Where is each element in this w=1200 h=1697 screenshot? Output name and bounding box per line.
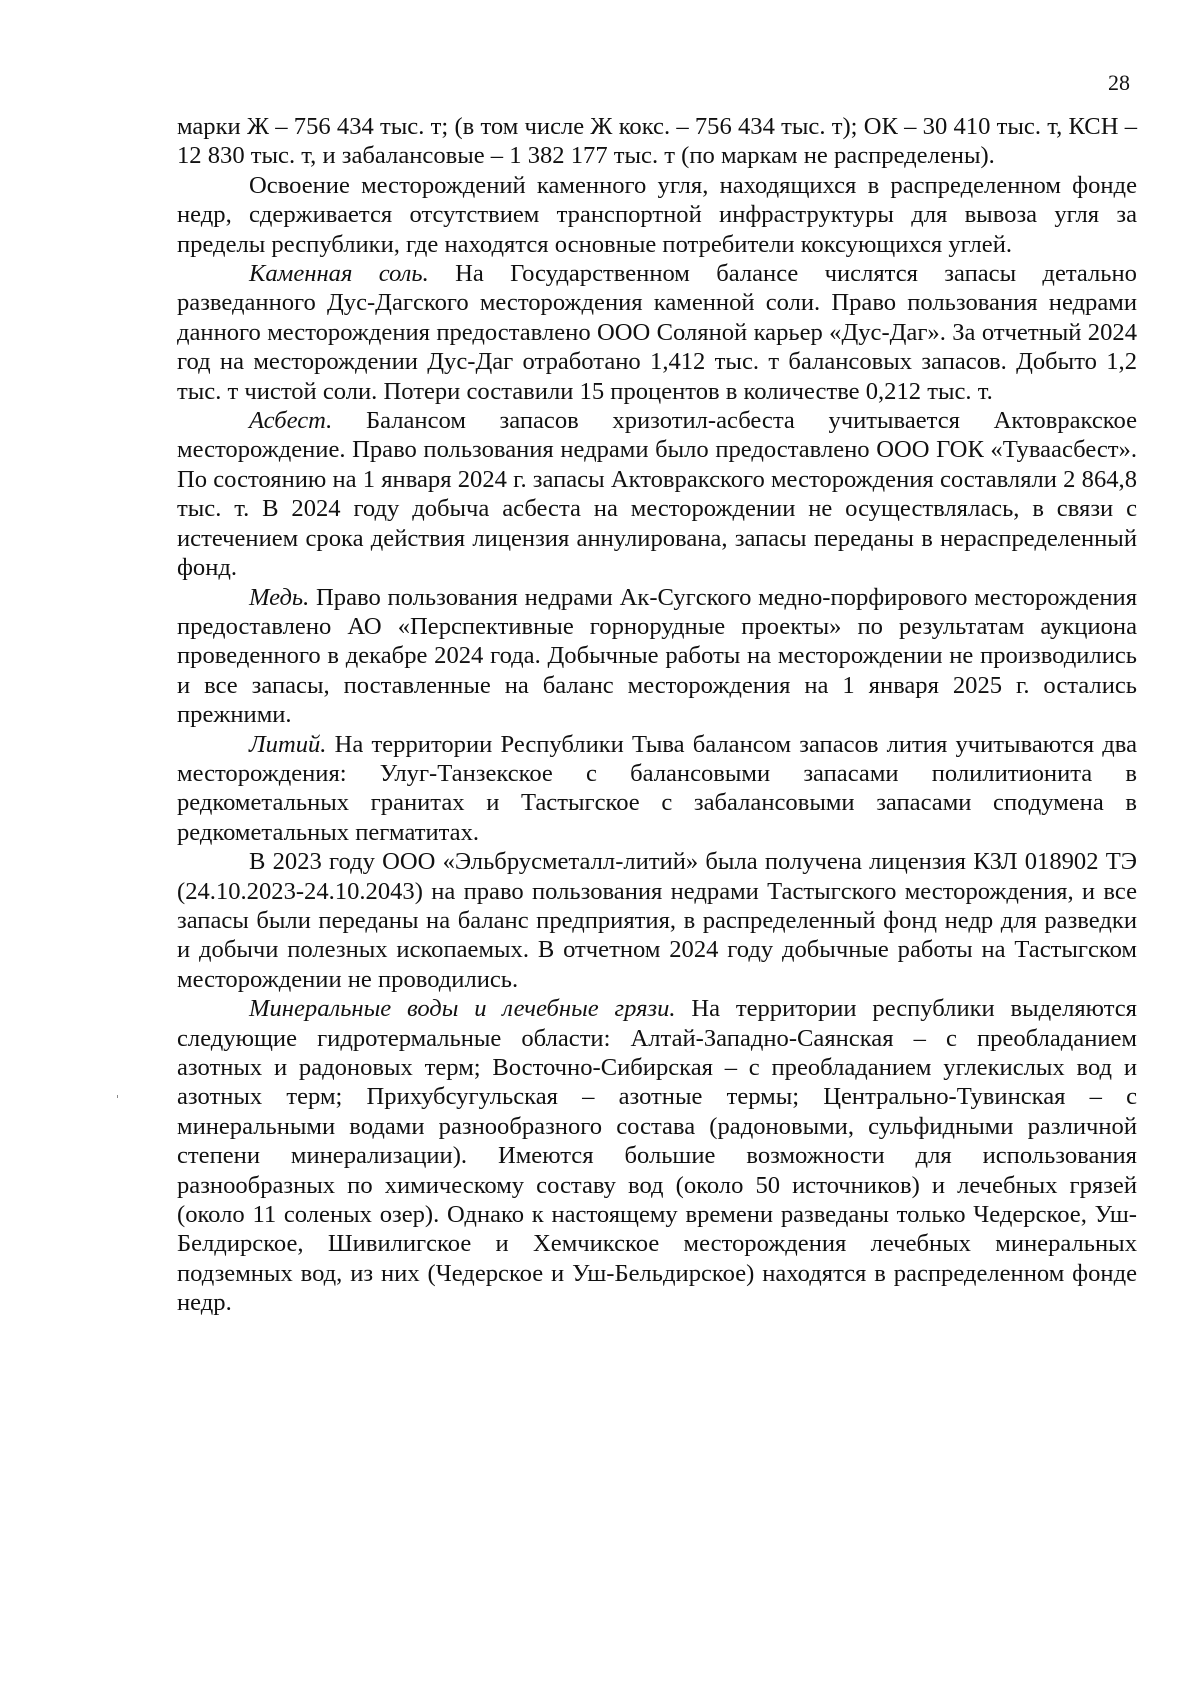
paragraph-asbestos [177, 406, 1137, 582]
paragraph-copper [177, 583, 1137, 730]
paragraph-text: В 2023 году ООО «Эльбрусметалл-литий» была получена лицензия КЗЛ 018902 ТЭ (24.10.2023-24.10.2043) на право пользования недрами Тастыгского месторождения, и все запасы были переданы на баланс предприятия, в распределенный фонд недр для разведки и добычи полезных ископаемых. В отчетном 2024 году добычные работы на Тастыгском месторождении не проводились. [177, 848, 1137, 993]
paragraph-text: Освоение месторождений каменного угля, находящихся в распределенном фонде недр, сдерживается отсутствием транспортной инфраструктуры для вывоза угля за пределы республики, где находятся основные потребители коксующихся углей. [177, 171, 1137, 258]
paragraph-lithium-license [177, 847, 1137, 994]
paragraph-text: Балансом запасов хризотил-асбеста учитывается Актовракское месторождение. Право пользования недрами было предоставлено ООО ГОК «Туваасбест». По состоянию на 1 января 2024 г. запасы Актовракского месторождения составляли 2 864,8 тыс. т. В 2024 году добыча асбеста на месторождении не осуществлялась, в связи с истечением срока действия лицензия аннулирована, запасы переданы в нераспределенный фонд. [177, 407, 1137, 582]
paragraph-text: На территории республики выделяются следующие гидротермальные области: Алтай-Западно-Саянская – с преобладанием азотных и радоновых терм; Восточно-Сибирская – с преобладанием углекислых вод и азотных терм; Прихубсугульская – азотные термы; Центрально-Тувинская – с минеральными водами разнообразного состава (радоновыми, сульфидными различной степени минерализации). Имеются большие возможности для использования разнообразных по химическому составу вод (около 50 источников) и лечебных грязей (около 11 соленых озер). Однако к настоящему времени разведаны только Чедерское, Уш-Белдирское, Шивилигское и Хемчикское месторождения лечебных минеральных подземных вод, из них (Чедерское и Уш-Бельдирское) находятся в распределенном фонде недр. [177, 995, 1137, 1317]
paragraph-lead: Минеральные воды и лечебные грязи. [249, 995, 676, 1023]
paragraph-text: Право пользования недрами Ак-Сугского медно-порфирового месторождения предоставлено АО «Перспективные горнорудные проекты» по результатам аукциона проведенного в декабре 2024 года. Добычные работы на месторождении не производились и все запасы, поставленные на баланс месторождения на 1 января 2025 г. остались прежними. [177, 583, 1137, 729]
margin-dot [117, 1095, 118, 1098]
paragraph-text: На территории Республики Тыва балансом запасов лития учитываются два месторождения: Улуг-Танзекское с балансовыми запасами полилитионита в редкометальных гранитах и Тастыгское с забалансовыми запасами сподумена в редкометальных пегматитах. [177, 730, 1137, 846]
paragraph-text: На Государственном балансе числятся запасы детально разведанного Дус-Дагского месторождения каменной соли. Право пользования недрами данного месторождения предоставлено ООО Соляной карьер «Дус-Даг». За отчетный 2024 год на месторождении Дус-Даг отработано 1,412 тыс. т балансовых запасов. Добыто 1,2 тыс. т чистой соли. Потери составили 15 процентов в количестве 0,212 тыс. т. [177, 260, 1137, 405]
paragraph-lithium [177, 730, 1137, 848]
paragraph-lead: Асбест. [249, 407, 333, 435]
paragraph-coal-grades [177, 112, 1137, 171]
paragraph-text: марки Ж – 756 434 тыс. т; (в том числе Ж кокс. – 756 434 тыс. т); ОК – 30 410 тыс. т, КСН – 12 830 тыс. т, и забалансовые – 1 382 177 тыс. т (по маркам не распределены). [177, 113, 1137, 170]
document-body [177, 112, 1137, 1318]
paragraph-lead: Литий. [249, 730, 327, 758]
paragraph-rock-salt [177, 259, 1137, 406]
page-number: 28 [1108, 70, 1130, 95]
paragraph-lead: Каменная соль. [249, 260, 429, 288]
paragraph-coal-development [177, 171, 1137, 259]
paragraph-mineral-waters [177, 994, 1137, 1317]
paragraph-lead: Медь. [249, 583, 310, 611]
